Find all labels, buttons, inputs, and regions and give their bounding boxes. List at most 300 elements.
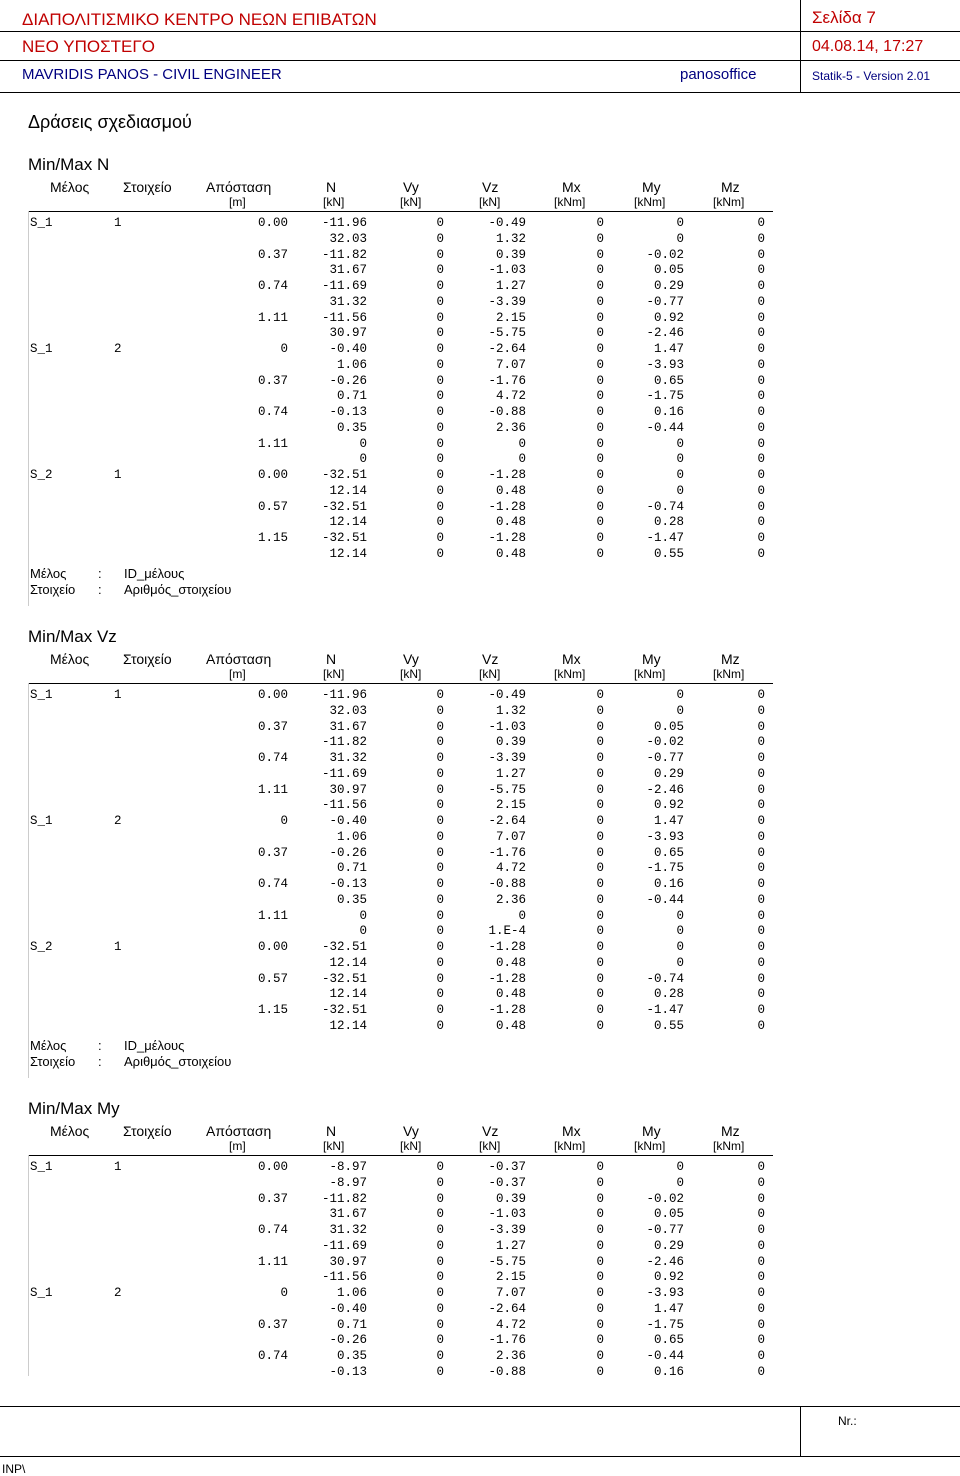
- cell-vz: 7.07: [495, 1286, 526, 1300]
- cell-mz: 0: [757, 971, 765, 986]
- table-row: [0, 956, 960, 972]
- cell-vy: 0: [436, 1333, 444, 1348]
- table-row: [0, 1333, 960, 1349]
- cell-n: -11.56: [321, 1270, 367, 1285]
- cell-n: 1.06: [336, 829, 367, 844]
- table-row: [0, 1019, 960, 1035]
- cell-vz: -1.28: [488, 940, 526, 954]
- cell-n: 0: [359, 924, 367, 939]
- cell-vy: 0: [436, 1254, 444, 1269]
- legend-separator: :: [98, 1053, 102, 1069]
- cell-mz: 0: [757, 782, 765, 797]
- table-row: [0, 500, 960, 516]
- column-header-element: Στοιχείο: [123, 179, 172, 195]
- table-row: [0, 798, 960, 814]
- cell-vy: 0: [436, 405, 444, 419]
- cell-mx: 0: [596, 782, 604, 797]
- cell-mx: 0: [596, 688, 604, 702]
- column-header-member: Μέλος: [50, 179, 90, 195]
- cell-n: -0.26: [329, 1333, 367, 1348]
- cell-vz: -1.76: [488, 373, 526, 388]
- cell-n: -0.26: [329, 845, 367, 860]
- cell-n: -0.13: [329, 1364, 367, 1379]
- cell-distance: 0.37: [257, 719, 288, 734]
- cell-mz: 0: [757, 892, 765, 907]
- cell-my: -0.74: [646, 971, 684, 986]
- cell-vy: 0: [436, 373, 444, 388]
- cell-member: S_1: [30, 216, 53, 230]
- cell-vz: 1.32: [495, 703, 526, 718]
- engineer-name: MAVRIDIS PANOS - CIVIL ENGINEER: [22, 66, 282, 83]
- section-title: Min/Max N: [28, 155, 110, 174]
- cell-mx: 0: [596, 1207, 604, 1222]
- cell-mz: 0: [757, 1364, 765, 1379]
- cell-vz: 2.15: [495, 798, 526, 813]
- cell-my: 0.16: [653, 877, 684, 891]
- column-unit-mz: [kNm]: [713, 667, 745, 681]
- file-path: INP\: [2, 1462, 26, 1476]
- cell-vy: 0: [436, 1364, 444, 1379]
- cell-vy: 0: [436, 688, 444, 702]
- column-header-vz: Vz: [482, 179, 499, 195]
- cell-vz: -1.76: [488, 1333, 526, 1348]
- cell-vy: 0: [436, 751, 444, 765]
- cell-vz: 0: [518, 452, 526, 467]
- cell-mz: 0: [757, 955, 765, 970]
- cell-n: 31.32: [329, 294, 367, 309]
- cell-vz: 1.27: [495, 1238, 526, 1253]
- column-unit-mz: [kNm]: [713, 195, 745, 209]
- column-header-vz: Vz: [482, 651, 499, 667]
- cell-mz: 0: [757, 405, 765, 419]
- cell-vy: 0: [436, 1223, 444, 1237]
- cell-vy: 0: [436, 877, 444, 891]
- cell-n: 12.14: [329, 987, 367, 1002]
- company-name: ΔΙΑΠΟΛΙΤΙΣΜΙΚΟ ΚΕΝΤΡΟ ΝΕΩΝ ΕΠΙΒΑΤΩΝ: [22, 10, 377, 29]
- table-row: [0, 1270, 960, 1286]
- cell-mx: 0: [596, 294, 604, 309]
- cell-vz: 4.72: [495, 861, 526, 876]
- header-divider: [0, 31, 960, 32]
- cell-my: 0.92: [653, 798, 684, 813]
- cell-n: -32.51: [321, 940, 367, 954]
- cell-vy: 0: [436, 1301, 444, 1316]
- cell-mz: 0: [757, 515, 765, 530]
- cell-mz: 0: [757, 735, 765, 750]
- cell-distance: 0: [280, 814, 288, 828]
- table-row: [0, 342, 960, 358]
- cell-distance: 1.15: [257, 1003, 288, 1017]
- cell-n: -11.69: [321, 766, 367, 781]
- cell-mz: 0: [757, 1270, 765, 1285]
- cell-vy: 0: [436, 829, 444, 844]
- table-row: [0, 688, 960, 704]
- cell-distance: 0.37: [257, 845, 288, 860]
- column-header-element: Στοιχείο: [123, 1123, 172, 1139]
- cell-my: -3.93: [646, 829, 684, 844]
- table-header-divider: [28, 211, 773, 212]
- cell-mz: 0: [757, 1349, 765, 1363]
- table-header-divider: [28, 683, 773, 684]
- cell-n: -0.13: [329, 405, 367, 419]
- cell-vz: -1.03: [488, 263, 526, 278]
- column-header-vz: Vz: [482, 1123, 499, 1139]
- cell-n: -32.51: [321, 971, 367, 986]
- cell-distance: 1.11: [257, 782, 288, 797]
- cell-vy: 0: [436, 263, 444, 278]
- cell-mx: 0: [596, 279, 604, 293]
- cell-my: 0.65: [653, 845, 684, 860]
- cell-mz: 0: [757, 751, 765, 765]
- print-datetime: 04.08.14, 17:27: [812, 38, 924, 55]
- cell-mx: 0: [596, 1254, 604, 1269]
- cell-vy: 0: [436, 389, 444, 404]
- page-header: [0, 0, 960, 95]
- table-row: [0, 547, 960, 563]
- cell-member: S_1: [30, 1286, 53, 1300]
- cell-distance: 0.74: [257, 405, 288, 419]
- cell-mx: 0: [596, 1317, 604, 1332]
- cell-mx: 0: [596, 515, 604, 530]
- column-unit-my: [kNm]: [634, 195, 666, 209]
- cell-n: 12.14: [329, 1018, 367, 1033]
- cell-vz: 0.48: [495, 987, 526, 1002]
- cell-element: 1: [114, 1160, 122, 1174]
- cell-mz: 0: [757, 483, 765, 498]
- cell-vz: 0: [518, 908, 526, 923]
- cell-vz: -0.88: [488, 1364, 526, 1379]
- cell-n: 31.67: [329, 1207, 367, 1222]
- cell-mz: 0: [757, 373, 765, 388]
- table-row: [0, 1207, 960, 1223]
- cell-mz: 0: [757, 798, 765, 813]
- cell-my: 1.47: [653, 814, 684, 828]
- cell-vz: 0: [518, 436, 526, 451]
- cell-vz: -1.03: [488, 719, 526, 734]
- column-header-n: N: [326, 651, 337, 667]
- table-row: [0, 389, 960, 405]
- cell-vz: -0.88: [488, 405, 526, 419]
- cell-mz: 0: [757, 1317, 765, 1332]
- cell-my: 0.55: [653, 1018, 684, 1033]
- cell-vz: -0.88: [488, 877, 526, 891]
- cell-my: -3.93: [646, 357, 684, 372]
- table-row: [0, 751, 960, 767]
- cell-n: 12.14: [329, 955, 367, 970]
- cell-member: S_1: [30, 688, 53, 702]
- column-header-my: My: [642, 651, 661, 667]
- column-unit-distance: [m]: [229, 1139, 246, 1153]
- table-row: [0, 1192, 960, 1208]
- cell-mz: 0: [757, 1018, 765, 1033]
- cell-mx: 0: [596, 389, 604, 404]
- cell-vz: 7.07: [495, 829, 526, 844]
- cell-my: -1.75: [646, 389, 684, 404]
- cell-mx: 0: [596, 971, 604, 986]
- cell-vz: -0.49: [488, 688, 526, 702]
- column-unit-my: [kNm]: [634, 1139, 666, 1153]
- table-row: [0, 830, 960, 846]
- cell-vz: -1.28: [488, 468, 526, 482]
- cell-vy: 0: [436, 924, 444, 939]
- cell-vz: -3.39: [488, 1223, 526, 1237]
- cell-vz: 4.72: [495, 389, 526, 404]
- table-row: [0, 1239, 960, 1255]
- cell-distance: 1.15: [257, 531, 288, 545]
- table-row: [0, 484, 960, 500]
- cell-vz: 0.48: [495, 515, 526, 530]
- cell-vz: 0.48: [495, 546, 526, 561]
- cell-mz: 0: [757, 436, 765, 451]
- cell-distance: 1.11: [257, 310, 288, 325]
- table-row: [0, 405, 960, 421]
- cell-element: 2: [114, 814, 122, 828]
- cell-vy: 0: [436, 955, 444, 970]
- cell-distance: 1.11: [257, 436, 288, 451]
- cell-vy: 0: [436, 1349, 444, 1363]
- table-row: [0, 1302, 960, 1318]
- cell-my: 0: [676, 1175, 684, 1190]
- table-row: [0, 326, 960, 342]
- cell-n: 30.97: [329, 782, 367, 797]
- table-left-rule: [28, 1155, 29, 1376]
- cell-mx: 0: [596, 861, 604, 876]
- cell-vy: 0: [436, 483, 444, 498]
- cell-distance: 0: [280, 342, 288, 356]
- cell-n: 0: [359, 436, 367, 451]
- cell-my: -1.75: [646, 861, 684, 876]
- table-row: [0, 1255, 960, 1271]
- cell-mx: 0: [596, 766, 604, 781]
- cell-vy: 0: [436, 1317, 444, 1332]
- cell-mx: 0: [596, 877, 604, 891]
- table-row: [0, 263, 960, 279]
- cell-mz: 0: [757, 357, 765, 372]
- cell-vy: 0: [436, 987, 444, 1002]
- cell-my: -1.75: [646, 1317, 684, 1332]
- column-unit-vz: [kN]: [479, 195, 501, 209]
- cell-vy: 0: [436, 1270, 444, 1285]
- column-header-mx: Mx: [562, 651, 581, 667]
- software-version: Statik-5 - Version 2.01: [812, 69, 931, 83]
- table-row: [0, 924, 960, 940]
- cell-my: 1.47: [653, 1301, 684, 1316]
- cell-vz: -2.64: [488, 814, 526, 828]
- cell-mz: 0: [757, 389, 765, 404]
- table-row: [0, 248, 960, 264]
- cell-my: 0.16: [653, 405, 684, 419]
- cell-mx: 0: [596, 326, 604, 341]
- cell-my: 0.28: [653, 987, 684, 1002]
- cell-distance: 0.00: [257, 1160, 288, 1174]
- cell-my: 0: [676, 452, 684, 467]
- column-unit-vz: [kN]: [479, 667, 501, 681]
- cell-my: 0: [676, 703, 684, 718]
- cell-vy: 0: [436, 735, 444, 750]
- table-row: [0, 1003, 960, 1019]
- table-row: [0, 1160, 960, 1176]
- cell-mz: 0: [757, 231, 765, 246]
- column-unit-vy: [kN]: [400, 195, 422, 209]
- cell-mz: 0: [757, 342, 765, 356]
- cell-mx: 0: [596, 247, 604, 262]
- column-header-n: N: [326, 1123, 337, 1139]
- cell-mx: 0: [596, 531, 604, 545]
- cell-n: 0.71: [336, 861, 367, 876]
- column-header-my: My: [642, 1123, 661, 1139]
- cell-n: 31.32: [329, 1223, 367, 1237]
- cell-my: -0.02: [646, 735, 684, 750]
- cell-distance: 0.57: [257, 499, 288, 514]
- cell-my: -0.74: [646, 499, 684, 514]
- cell-n: -11.69: [321, 1238, 367, 1253]
- cell-mz: 0: [757, 1175, 765, 1190]
- cell-distance: 0.74: [257, 1349, 288, 1363]
- cell-n: 0.35: [336, 1349, 367, 1363]
- cell-vz: -5.75: [488, 326, 526, 341]
- cell-mz: 0: [757, 531, 765, 545]
- cell-vy: 0: [436, 515, 444, 530]
- cell-vy: 0: [436, 531, 444, 545]
- cell-distance: 0.74: [257, 751, 288, 765]
- cell-mx: 0: [596, 908, 604, 923]
- cell-member: S_2: [30, 468, 53, 482]
- cell-n: -11.82: [321, 735, 367, 750]
- column-header-n: N: [326, 179, 337, 195]
- table-row: [0, 232, 960, 248]
- cell-n: 31.67: [329, 263, 367, 278]
- cell-vz: 1.27: [495, 766, 526, 781]
- cell-n: 0: [359, 908, 367, 923]
- cell-vy: 0: [436, 452, 444, 467]
- cell-mx: 0: [596, 1175, 604, 1190]
- cell-vy: 0: [436, 1191, 444, 1206]
- section-title: Min/Max Vz: [28, 627, 117, 646]
- table-left-rule: [28, 683, 29, 1078]
- cell-mx: 0: [596, 499, 604, 514]
- column-header-vy: Vy: [403, 651, 419, 667]
- cell-vy: 0: [436, 845, 444, 860]
- table-row: [0, 1318, 960, 1334]
- cell-element: 1: [114, 468, 122, 482]
- column-unit-my: [kNm]: [634, 667, 666, 681]
- cell-vy: 0: [436, 814, 444, 828]
- cell-distance: 1.11: [257, 1254, 288, 1269]
- column-unit-mx: [kNm]: [554, 195, 586, 209]
- legend-separator: :: [98, 581, 102, 597]
- header-divider: [0, 92, 960, 93]
- cell-n: -11.56: [321, 798, 367, 813]
- table-row: [0, 972, 960, 988]
- footer-divider: [0, 1406, 960, 1407]
- cell-element: 1: [114, 940, 122, 954]
- cell-mx: 0: [596, 483, 604, 498]
- cell-my: 0.05: [653, 1207, 684, 1222]
- cell-my: 0.28: [653, 515, 684, 530]
- column-unit-vy: [kN]: [400, 667, 422, 681]
- table-row: [0, 437, 960, 453]
- cell-vy: 0: [436, 940, 444, 954]
- legend-separator: :: [98, 1037, 102, 1053]
- cell-mz: 0: [757, 452, 765, 467]
- cell-vz: 2.36: [495, 420, 526, 435]
- legend-label: Στοιχείο: [30, 1053, 76, 1069]
- table-row: [0, 1365, 960, 1381]
- cell-vz: -1.76: [488, 845, 526, 860]
- cell-my: 0.92: [653, 310, 684, 325]
- cell-mx: 0: [596, 452, 604, 467]
- cell-vz: 0.39: [495, 735, 526, 750]
- cell-n: 0.35: [336, 420, 367, 435]
- cell-vy: 0: [436, 310, 444, 325]
- cell-vz: 0.48: [495, 955, 526, 970]
- cell-mx: 0: [596, 1238, 604, 1253]
- cell-n: 1.06: [336, 357, 367, 372]
- cell-mx: 0: [596, 1349, 604, 1363]
- cell-vz: 0.39: [495, 1191, 526, 1206]
- cell-vz: -0.37: [488, 1175, 526, 1190]
- cell-mx: 0: [596, 924, 604, 939]
- cell-member: S_1: [30, 814, 53, 828]
- cell-my: 0: [676, 688, 684, 702]
- table-row: [0, 1349, 960, 1365]
- cell-mx: 0: [596, 845, 604, 860]
- cell-distance: 0.00: [257, 688, 288, 702]
- cell-vy: 0: [436, 782, 444, 797]
- page-title: Δράσεις σχεδιασμού: [28, 112, 192, 132]
- cell-mz: 0: [757, 829, 765, 844]
- table-row: [0, 295, 960, 311]
- cell-n: -11.96: [321, 688, 367, 702]
- cell-mx: 0: [596, 231, 604, 246]
- legend-value: Αριθμός_στοιχείου: [124, 581, 232, 597]
- cell-n: 31.67: [329, 719, 367, 734]
- table-row: [0, 783, 960, 799]
- table-row: [0, 531, 960, 547]
- cell-vy: 0: [436, 1018, 444, 1033]
- column-header-mz: Mz: [721, 179, 740, 195]
- nr-label: Nr.:: [838, 1414, 857, 1428]
- cell-my: -0.44: [646, 892, 684, 907]
- table-row: [0, 814, 960, 830]
- cell-element: 2: [114, 1286, 122, 1300]
- table-row: [0, 987, 960, 1003]
- cell-mx: 0: [596, 357, 604, 372]
- table-row: [0, 374, 960, 390]
- cell-mz: 0: [757, 719, 765, 734]
- cell-my: -0.77: [646, 1223, 684, 1237]
- header-divider: [0, 60, 960, 61]
- table-left-rule: [28, 211, 29, 606]
- cell-vy: 0: [436, 798, 444, 813]
- cell-mz: 0: [757, 1301, 765, 1316]
- cell-mz: 0: [757, 310, 765, 325]
- cell-vy: 0: [436, 342, 444, 356]
- table-row: [0, 909, 960, 925]
- table-row: [0, 735, 960, 751]
- cell-element: 2: [114, 342, 122, 356]
- cell-distance: 0.37: [257, 1317, 288, 1332]
- cell-mx: 0: [596, 468, 604, 482]
- cell-n: -11.56: [321, 310, 367, 325]
- column-unit-vz: [kN]: [479, 1139, 501, 1153]
- table-row: [0, 704, 960, 720]
- column-header-mx: Mx: [562, 1123, 581, 1139]
- cell-vz: -1.28: [488, 499, 526, 514]
- cell-vy: 0: [436, 294, 444, 309]
- column-header-vy: Vy: [403, 179, 419, 195]
- cell-vy: 0: [436, 247, 444, 262]
